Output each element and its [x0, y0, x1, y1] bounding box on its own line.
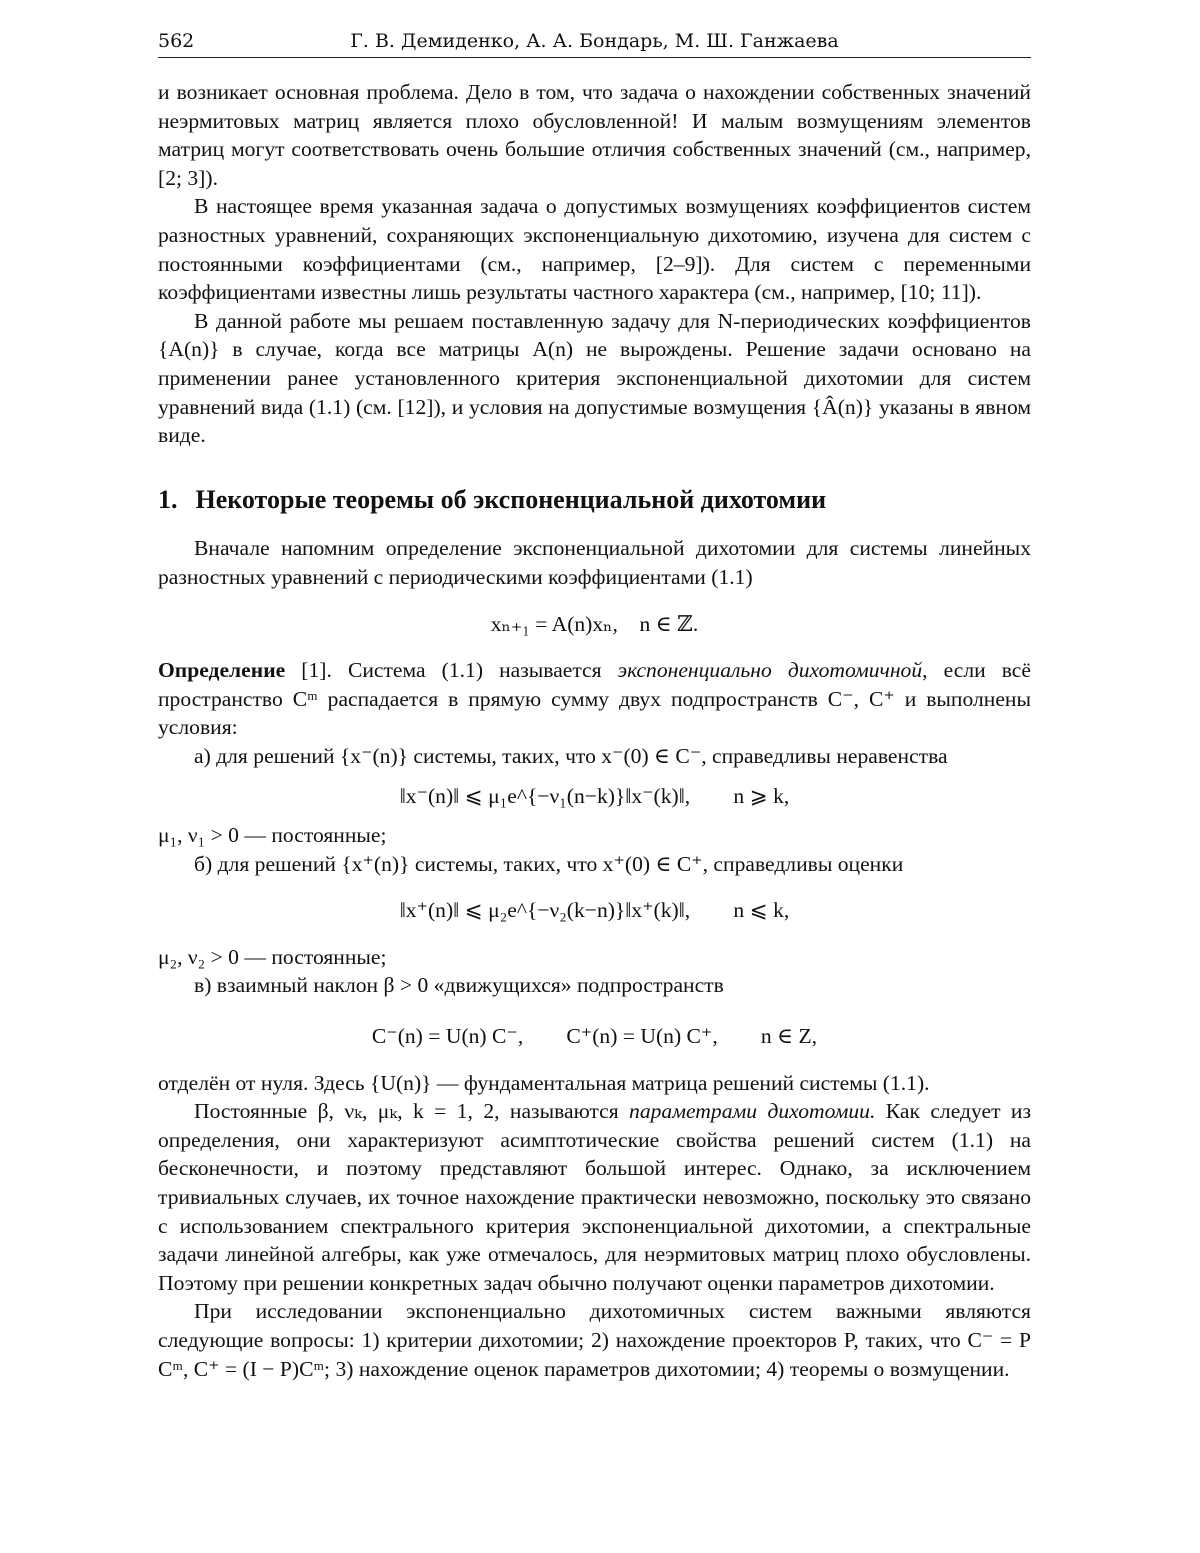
definition-constants-a: μ₁, ν₁ > 0 — постоянные;: [158, 823, 387, 848]
paragraph: [158, 1097, 1031, 1297]
equation-b: ‖x⁺(n)‖ ⩽ μ₂e^{−ν₂(k−n)}‖x⁺(k)‖, n ⩽ k,: [399, 898, 790, 923]
section-number: 1.: [158, 484, 178, 514]
page-number: 562: [158, 30, 195, 52]
paragraph: и возникает основная проблема. Дело в том, что задача о нахождении собственных значений неэрмитовых матриц является плохо обусловленной! И малым возмущениям элементов матриц могут соответствовать очень большие отличия собственных значений (см., например, [2; 3]).: [158, 80, 1031, 190]
definition-item-a: а) для решений {x⁻(n)} системы, таких, что x⁻(0) ∈ C⁻, справедливы неравенства: [194, 743, 948, 768]
equation-1-1: xₙ₊₁ = A(n)xₙ, n ∈ ℤ.: [490, 611, 699, 636]
section-heading: [158, 486, 1031, 515]
article-body: [158, 78, 1031, 1383]
params-text: Постоянные β, νₖ, μₖ, k = 1, 2, называются: [194, 1099, 619, 1124]
definition-heading: Определение: [158, 658, 286, 683]
section-title: Некоторые теоремы об экспоненциальной дихотомии: [195, 484, 827, 514]
equation-a: ‖x⁻(n)‖ ⩽ μ₁e^{−ν₁(n−k)}‖x⁻(k)‖, n ⩾ k,: [399, 784, 790, 809]
definition-ref: [1].: [301, 658, 332, 683]
equation-c: C⁻(n) = U(n) C⁻, C⁺(n) = U(n) C⁺, n ∈ Z,: [371, 1024, 818, 1049]
paragraph: отделён от нуля. Здесь {U(n)} — фундаментальная матрица решений системы (1.1).: [158, 1070, 930, 1095]
params-term: параметрами дихотомии.: [629, 1099, 876, 1124]
page: [158, 30, 1031, 1383]
paragraph: В данной работе мы решаем поставленную задачу для N-периодических коэффициентов {A(n)} в случае, когда все матрицы A(n) не вырождены. Решение задачи основано на применении ранее установленного критерия экспоненциальной дихотомии для систем уравнений вида (1.1) (см. [12]), и условия на допустимые возмущения {Â(n)} указаны в явном виде.: [158, 308, 1031, 448]
running-authors: Г. В. Демиденко, А. А. Бондарь, М. Ш. Ганжаева: [350, 30, 839, 52]
definition-item-c: в) взаимный наклон β > 0 «движущихся» подпространств: [194, 973, 724, 998]
definition-paragraph: [158, 656, 1031, 742]
running-header: [158, 30, 1031, 58]
definition-constants-b: μ₂, ν₂ > 0 — постоянные;: [158, 944, 387, 969]
definition-text: , если всё пространство Cᵐ распадается в прямую сумму двух подпространств C⁻, C⁺ и выполнены условия:: [158, 658, 1031, 740]
paragraph: При исследовании экспоненциально дихотомичных систем важными являются следующие вопросы: 1) критерии дихотомии; 2) нахождение проекторов P, таких, что C⁻ = P Cᵐ, C⁺ = (I − P)Cᵐ; 3) нахождение оценок параметров дихотомии; 4) теоремы о возмущении.: [158, 1299, 1031, 1381]
paragraph: Вначале напомним определение экспоненциальной дихотомии для системы линейных разностных уравнений с периодическими коэффициентами (1.1): [158, 536, 1031, 589]
definition-text: Система (1.1) называется: [347, 658, 602, 683]
definition-term: экспоненциально дихотомичной: [617, 658, 923, 683]
definition-item-b: б) для решений {x⁺(n)} системы, таких, что x⁺(0) ∈ C⁺, справедливы оценки: [194, 851, 904, 876]
paragraph: В настоящее время указанная задача о допустимых возмущениях коэффициентов систем разностных уравнений, сохраняющих экспоненциальную дихотомию, изучена для систем с постоянными коэффициентами (см., например, [2–9]). Для систем с переменными коэффициентами известны лишь результаты частного характера (см., например, [10; 11]).: [158, 194, 1031, 305]
params-text: Как следует из определения, они характеризуют асимптотические свойства решений систем (1.1) на бесконечности, и поэтому представляют большой интерес. Однако, за исключением тривиальных случаев, их точное нахождение практически невозможно, поскольку это связано с использованием спектрального критерия экспоненциальной дихотомии, а спектральные задачи линейной алгебры, как уже отмечалось, для неэрмитовых матриц плохо обусловлены. Поэтому при решении конкретных задач обычно получают оценки параметров дихотомии.: [158, 1099, 1031, 1295]
